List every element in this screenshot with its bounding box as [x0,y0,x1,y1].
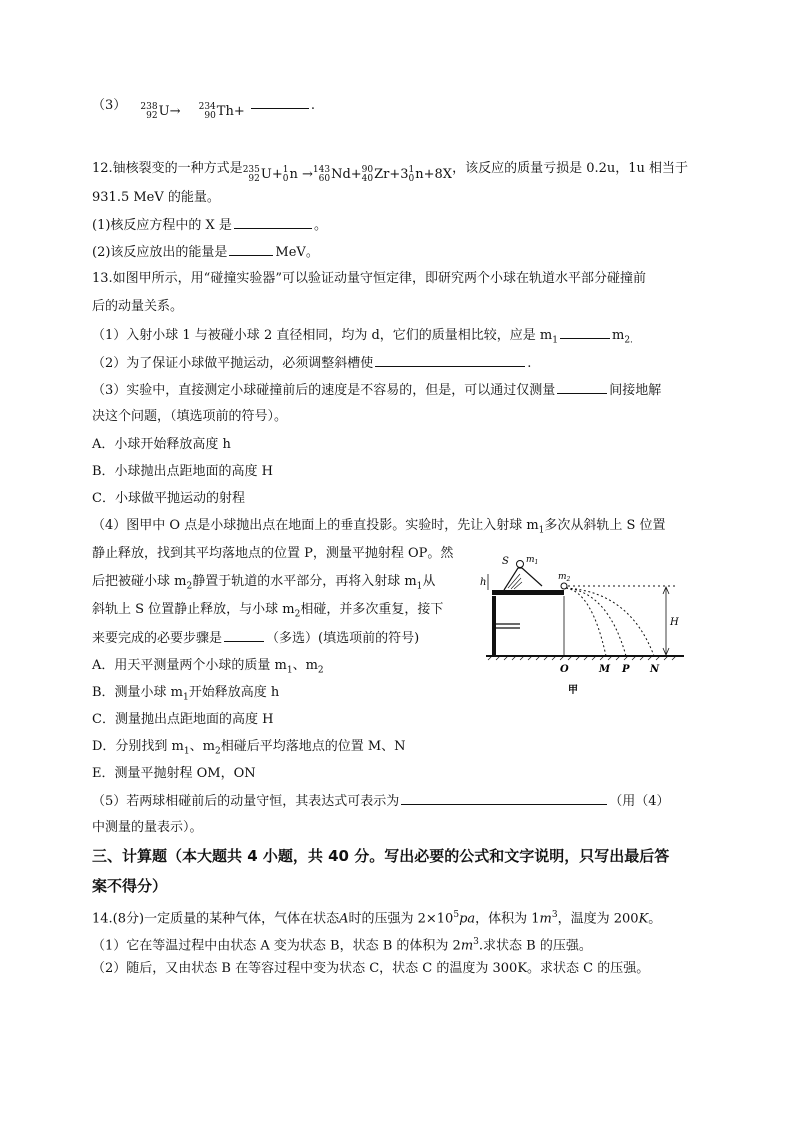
q13-optB: B．小球抛出点距地面的高度 H [92,464,274,479]
superscript: 3 [473,937,479,947]
q13-opt4B [92,684,279,707]
label-N: N [650,664,660,675]
q14-part2: （2）随后，又由状态 B 在等容过程中变为状态 C，状态 C 的温度为 300K。求状态 C 的压强。 [92,961,650,976]
text: 相碰后平均落地点的位置 M、N [220,739,406,754]
text: ，温度为 200 [557,911,639,927]
symbol: n → [289,167,313,182]
text: 14.(8分)一定质量的某种气体，气体在状态 [92,911,340,927]
text: B．测量小球 m [92,685,184,700]
answer-blank[interactable] [224,629,264,642]
ball-m1 [517,561,524,568]
atomic-number: 0 [282,174,289,184]
punct: . [310,98,316,113]
atomic-number: 60 [318,174,331,184]
mass-number: 234 [198,102,216,112]
q13-part3a [92,381,661,400]
trajectory-P [566,588,626,656]
nuclear-equation [243,166,452,184]
q14-part1 [92,933,592,955]
symbol: Th+ [216,104,245,119]
punct: 。 [313,218,327,233]
label-H: H [670,617,679,628]
subscript: 2 [214,746,221,757]
text: （1）入射小球 1 与被碰小球 2 直径相同，均为 d，它们的质量相比较，应是 m [92,328,553,343]
label-m2 [558,572,571,583]
q13-part4d [92,601,443,624]
label-O: O [560,664,569,675]
text: 静置于轨道的水平部分，再将入射球 m [192,574,417,589]
uranium-238 [140,103,180,121]
thorium-234 [199,103,245,121]
symbol: n+8X [415,167,453,182]
label-P: P [622,664,630,675]
subscript: 2. [624,335,633,346]
text: （4）图甲中 O 点是小球抛出点在地面上的垂直投影。实验时，先让入射球 m [92,518,539,533]
answer-blank[interactable] [560,326,610,339]
answer-blank[interactable] [251,96,309,109]
text: .求状态 B 的压强。 [478,938,592,954]
text: （用（4） [609,794,670,809]
text: m [612,328,625,343]
answer-blank[interactable] [234,216,312,229]
q13-part5b: 中测量的量表示）。 [92,820,203,835]
mass-number: 1 [282,165,289,175]
label-M: M [599,664,611,675]
subscript: 1 [183,692,189,703]
superscript: 3 [551,910,558,920]
mass-number: 235 [242,165,260,175]
text: （1）它在等温过程中由状态 A 变为状态 B，状态 B 的体积为 2 [92,938,461,954]
answer-blank[interactable] [401,792,607,805]
superscript: 5 [453,910,460,920]
trajectory-N [566,588,654,656]
text: 开始释放高度 h [188,685,280,700]
part-label: （3） [92,98,127,113]
punct: MeV。 [275,245,319,260]
q12-intro [92,160,688,184]
label-m1 [526,555,538,566]
atomic-number: 92 [248,174,260,184]
q13-opt4E: E．测量平抛射程 OM，ON [92,766,256,781]
text: 从 [422,574,436,589]
label-m2-sub: 2 [566,576,571,583]
text: 后把被碰小球 m [92,574,187,589]
ramp [504,568,542,590]
symbol: Nd+ [331,167,362,182]
text: (2)该反应放出的能量是 [92,245,228,260]
table-leg [492,596,496,656]
section3-title: 三、计算题（本大题共 4 小题，共 40 分。写出必要的公式和文字说明，只写出最后答 [92,847,670,865]
section3-title-cont: 案不得分） [92,877,168,895]
text: 来要完成的必要步骤是 [92,631,223,646]
answer-blank[interactable] [375,354,525,367]
atomic-number: 92 [146,111,158,121]
mass-number: 143 [312,165,331,175]
label-m2-text: m [558,572,567,582]
label-m1-sub: 1 [534,559,539,566]
text: 多次从斜轨上 S 位置 [544,518,666,533]
text: （多选）(填选项前的符号) [266,631,420,646]
answer-blank[interactable] [229,243,273,256]
text: （5）若两球相碰前后的动量守恒，其表达式可表示为 [92,794,400,809]
text: （3）实验中，直接测定小球碰撞前后的速度是不容易的，但是，可以通过仅测量 [92,383,556,398]
italic-pa: pa [459,911,476,927]
italic-A: A [339,911,349,927]
label-h: h [480,577,487,588]
q13-part5a [92,792,670,811]
q13-optA: A．小球开始释放高度 h [92,437,231,452]
text: (1)核反应方程中的 X 是 [92,218,232,233]
text: （2）为了保证小球做平抛运动，必须调整斜槽使 [92,356,374,371]
collision-apparatus-figure [480,552,690,697]
atomic-number: 90 [204,111,216,121]
q12-suffix: ，该反应的质量亏损是 0.2u，1u 相当于 [452,161,689,176]
text: 间接地解 [609,383,662,398]
q13-opt4C: C．测量抛出点距地面的高度 H [92,712,274,727]
atomic-number: 0 [408,174,415,184]
q13-opt4D [92,738,406,761]
q13-optC: C．小球做平抛运动的射程 [92,491,245,506]
mass-number: 90 [361,165,374,175]
symbol: U→ [158,104,181,119]
subscript: 1 [416,581,423,592]
subscript: 1 [286,665,293,676]
q13-intro1: 13.如图甲所示，用“碰撞实验器”可以验证动量守恒定律，即研究两个小球在轨道水平部分碰撞前 [92,271,646,286]
q13-part4c [92,573,435,596]
q13-part1 [92,326,633,350]
italic-m: m [460,938,474,954]
q12-part1 [92,216,327,235]
q13-part4b: 静止释放，找到其平均落地点的位置 P，测量平抛射程 OP。然 [92,546,454,561]
label-S: S [502,556,509,567]
figure-caption: 甲 [568,685,578,696]
subscript: 1 [183,746,190,757]
q13-part4e [92,629,419,648]
mass-number: 238 [140,102,158,112]
label-m1-text: m [526,555,535,565]
q13-part2 [92,354,531,373]
text: 、m [189,739,215,754]
symbol: Zr+3 [374,167,409,182]
q14-intro [92,906,661,928]
q12-line2: 931.5 MeV 的能量。 [92,190,220,205]
italic-m: m [539,911,552,927]
atomic-number: 40 [361,174,374,184]
punct: 。 [648,911,662,927]
italic-K: K [638,911,649,927]
q12-prefix: 12.铀核裂变的一种方式是 [92,161,243,176]
subscript: 2 [186,581,193,592]
punct: . [527,356,532,371]
text: D．分别找到 m [92,739,184,754]
text: 斜轨上 S 位置静止释放，与小球 m [92,602,295,617]
q11-part3 [92,96,315,121]
subscript: 1 [552,335,558,346]
text: A．用天平测量两个小球的质量 m [92,658,287,673]
symbol: U+ [260,167,283,182]
subscript: 2 [294,609,301,620]
q12-part2 [92,243,319,262]
text: 时的压强为 2×10 [348,911,454,927]
q13-intro2: 后的动量关系。 [92,299,184,314]
track-horizontal [492,590,564,595]
q13-part4a [92,517,666,540]
text: 、m [292,658,318,673]
text: 相碰，并多次重复，接下 [300,602,444,617]
answer-blank[interactable] [557,381,607,394]
mass-number: 1 [408,165,415,175]
subscript: 1 [538,525,545,536]
subscript: 2 [317,665,324,676]
q13-part3b: 决这个问题，（填选项前的符号）。 [92,409,288,424]
trajectory-M [566,588,606,656]
q13-opt4A [92,657,324,680]
text: ，体积为 1 [475,911,540,927]
